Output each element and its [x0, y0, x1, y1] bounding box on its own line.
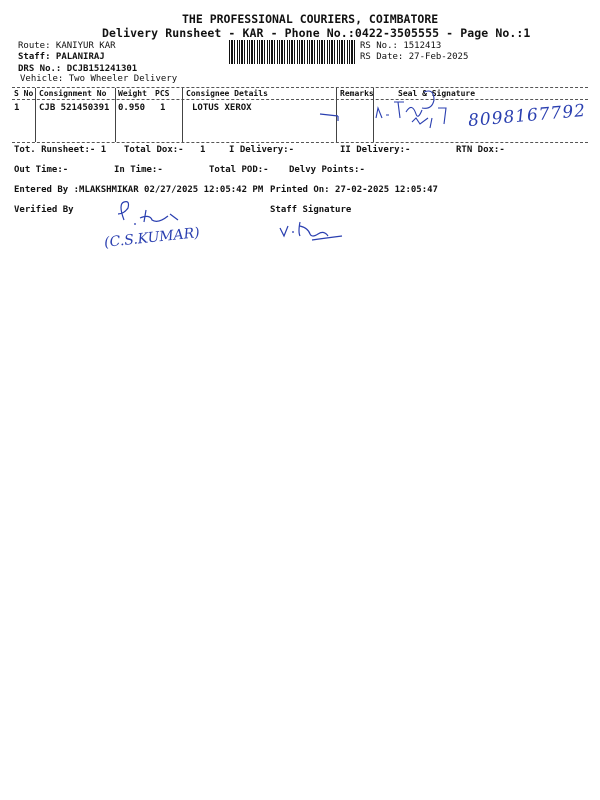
row-consignee: LOTUS XEROX — [192, 103, 252, 113]
table-bottom-rule — [12, 142, 588, 143]
col-header-consignment: Consignment No — [39, 89, 107, 98]
col-divider — [115, 88, 116, 142]
table-top-rule — [12, 87, 588, 88]
receiver-signature-handwriting — [372, 88, 472, 138]
row-consignment: CJB 521450391 — [39, 103, 110, 113]
col-divider — [35, 88, 36, 142]
runsheet-title: Delivery Runsheet - KAR - Phone No.:0422-3505555 - Page No.:1 — [102, 26, 531, 40]
ii-delivery: II Delivery:- — [340, 145, 411, 155]
col-divider — [182, 88, 183, 142]
col-header-weight: Weight — [118, 89, 147, 98]
staff-label: Staff: PALANIRAJ — [18, 52, 105, 62]
phone-note-handwriting: 8098167792 — [467, 100, 587, 132]
tot-runsheet: Tot. Runsheet:- 1 — [14, 145, 107, 155]
rtn-dox: RTN Dox:- — [456, 145, 505, 155]
verifier-name-handwriting: (C.S.KUMAR) — [103, 225, 201, 251]
delvy-points: Delvy Points:- — [289, 165, 365, 175]
vehicle-label: Vehicle: Two Wheeler Delivery — [20, 74, 178, 84]
total-dox-value: 1 — [200, 145, 206, 155]
staff-signature-handwriting — [278, 218, 348, 246]
remarks-mark-handwriting — [318, 110, 348, 124]
col-header-sno: S No — [14, 89, 34, 98]
printed-on: Printed On: 27-02-2025 12:05:47 — [270, 185, 438, 195]
in-time: In Time:- — [114, 165, 163, 175]
col-header-signature: Seal & Signature — [398, 89, 476, 98]
rs-number: RS No.: 1512413 — [360, 41, 442, 51]
barcode — [229, 40, 357, 64]
entered-by: Entered By :MLAKSHMIKAR 02/27/2025 12:05:42 PM — [14, 185, 264, 195]
route-label: Route: KANIYUR KAR — [18, 41, 116, 51]
i-delivery: I Delivery:- — [229, 145, 295, 155]
col-header-pcs: PCS — [155, 89, 170, 98]
row-sno: 1 — [14, 103, 20, 113]
col-header-consignee: Consignee Details — [186, 89, 268, 98]
row-pcs: 1 — [160, 103, 166, 113]
row-weight: 0.950 — [118, 103, 146, 113]
drs-number: DRS No.: DCJB151241301 — [18, 64, 138, 74]
verified-by-label: Verified By — [14, 205, 74, 215]
staff-signature-label: Staff Signature — [270, 205, 352, 215]
total-pod: Total POD:- — [209, 165, 269, 175]
total-dox-label: Total Dox:- — [124, 145, 184, 155]
table-header-rule — [12, 99, 588, 100]
col-header-remarks: Remarks — [340, 89, 374, 98]
out-time: Out Time:- — [14, 165, 69, 175]
verifier-signature-handwriting — [110, 198, 190, 228]
rs-date: RS Date: 27-Feb-2025 — [360, 52, 469, 62]
company-title: THE PROFESSIONAL COURIERS, COIMBATORE — [182, 12, 439, 26]
